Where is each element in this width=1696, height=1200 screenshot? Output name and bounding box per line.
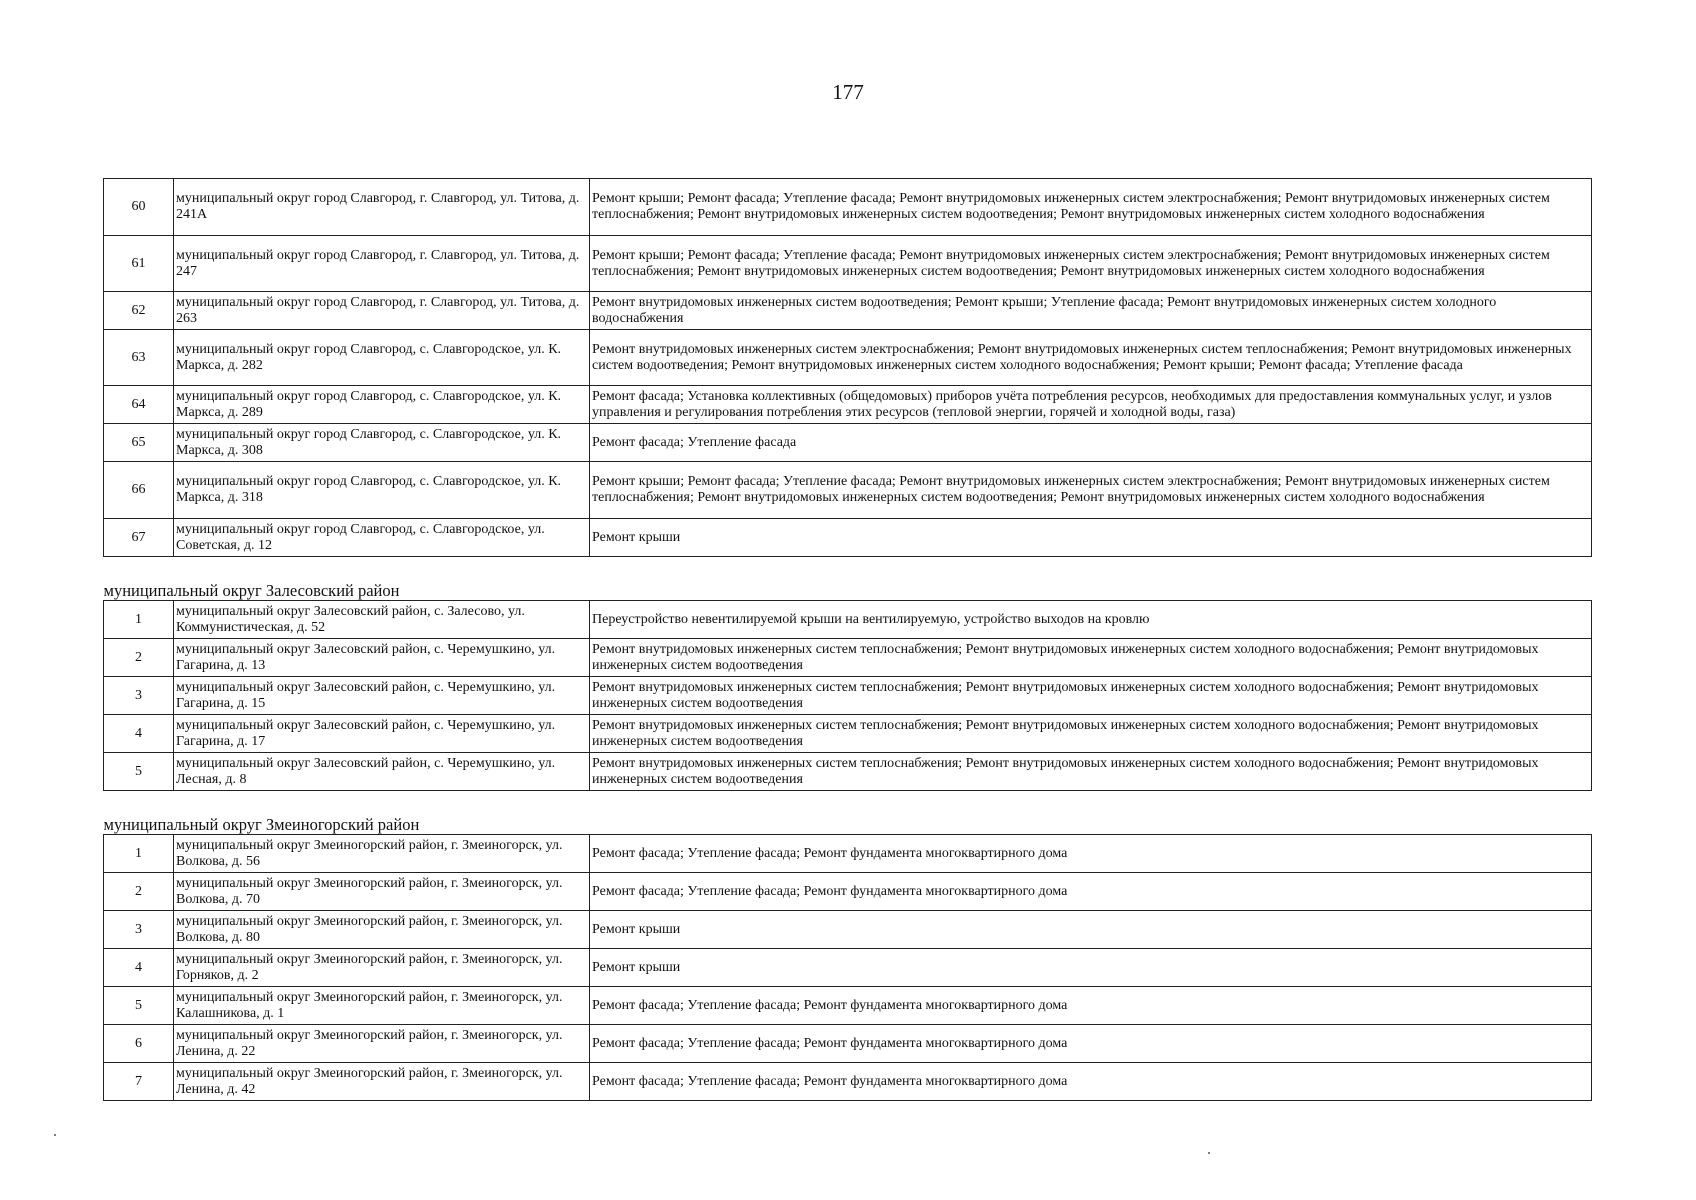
row-works: Ремонт фасада; Утепление фасада; Ремонт фундамента многоквартирного дома	[590, 1025, 1592, 1063]
table-row	[104, 292, 1592, 330]
section-title-zmeinogorsk: муниципальный округ Змеиногорский район	[104, 791, 1592, 835]
row-number: 61	[104, 236, 174, 292]
scan-speck	[54, 1134, 56, 1136]
row-address: муниципальный округ Змеиногорский район, г. Змеиногорск, ул. Калашникова, д. 1	[174, 987, 590, 1025]
row-works: Ремонт крыши	[590, 519, 1592, 557]
table-row	[104, 462, 1592, 519]
row-address: муниципальный округ Змеиногорский район, г. Змеиногорск, ул. Горняков, д. 2	[174, 949, 590, 987]
table-row	[104, 1063, 1592, 1101]
table-row	[104, 835, 1592, 873]
row-works: Переустройство невентилируемой крыши на вентилируемую, устройство выходов на кровлю	[590, 601, 1592, 639]
row-number: 66	[104, 462, 174, 519]
table-row	[104, 179, 1592, 236]
table-row	[104, 519, 1592, 557]
section-row	[104, 791, 1592, 835]
row-address: муниципальный округ город Славгород, г. Славгород, ул. Титова, д. 247	[174, 236, 590, 292]
row-address: муниципальный округ город Славгород, с. Славгородское, ул. К. Маркса, д. 282	[174, 330, 590, 386]
row-works: Ремонт внутридомовых инженерных систем водоотведения; Ремонт крыши; Утепление фасада; Ремонт внутридомовых инженерных систем холодного водоснабжения	[590, 292, 1592, 330]
section-row	[104, 557, 1592, 601]
row-address: муниципальный округ Змеиногорский район, г. Змеиногорск, ул. Ленина, д. 22	[174, 1025, 590, 1063]
table-row	[104, 753, 1592, 791]
row-address: муниципальный округ Залесовский район, с. Черемушкино, ул. Гагарина, д. 13	[174, 639, 590, 677]
row-works: Ремонт крыши; Ремонт фасада; Утепление фасада; Ремонт внутридомовых инженерных систем электроснабжения; Ремонт внутридомовых инженерных систем теплоснабжения; Ремонт внутридомовых инженерных систем водоотведения; Ремонт внутридомовых инженерных систем холодного водоснабжения	[590, 236, 1592, 292]
row-works: Ремонт внутридомовых инженерных систем теплоснабжения; Ремонт внутридомовых инженерных систем холодного водоснабжения; Ремонт внутридомовых инженерных систем водоотведения	[590, 715, 1592, 753]
table-row	[104, 949, 1592, 987]
row-number: 6	[104, 1025, 174, 1063]
row-address: муниципальный округ город Славгород, с. Славгородское, ул. К. Маркса, д. 308	[174, 424, 590, 462]
row-address: муниципальный округ город Славгород, с. Славгородское, ул. К. Маркса, д. 289	[174, 386, 590, 424]
row-number: 64	[104, 386, 174, 424]
table-row	[104, 601, 1592, 639]
repair-program-table	[103, 178, 1592, 1101]
row-number: 3	[104, 911, 174, 949]
row-works: Ремонт крыши; Ремонт фасада; Утепление фасада; Ремонт внутридомовых инженерных систем электроснабжения; Ремонт внутридомовых инженерных систем теплоснабжения; Ремонт внутридомовых инженерных систем водоотведения; Ремонт внутридомовых инженерных систем холодного водоснабжения	[590, 462, 1592, 519]
scan-speck	[1208, 1152, 1210, 1154]
section-title-zalesovo: муниципальный округ Залесовский район	[104, 557, 1592, 601]
row-number: 67	[104, 519, 174, 557]
row-address: муниципальный округ Залесовский район, с. Залесово, ул. Коммунистическая, д. 52	[174, 601, 590, 639]
table-row	[104, 1025, 1592, 1063]
row-number: 5	[104, 753, 174, 791]
table-row	[104, 330, 1592, 386]
row-works: Ремонт фасада; Утепление фасада; Ремонт фундамента многоквартирного дома	[590, 1063, 1592, 1101]
table-row	[104, 236, 1592, 292]
row-address: муниципальный округ город Славгород, г. Славгород, ул. Титова, д. 263	[174, 292, 590, 330]
row-address: муниципальный округ Залесовский район, с. Черемушкино, ул. Гагарина, д. 17	[174, 715, 590, 753]
row-works: Ремонт фасада; Утепление фасада	[590, 424, 1592, 462]
row-number: 65	[104, 424, 174, 462]
row-works: Ремонт крыши; Ремонт фасада; Утепление фасада; Ремонт внутридомовых инженерных систем электроснабжения; Ремонт внутридомовых инженерных систем теплоснабжения; Ремонт внутридомовых инженерных систем водоотведения; Ремонт внутридомовых инженерных систем холодного водоснабжения	[590, 179, 1592, 236]
row-address: муниципальный округ Змеиногорский район, г. Змеиногорск, ул. Волкова, д. 56	[174, 835, 590, 873]
row-works: Ремонт крыши	[590, 911, 1592, 949]
table-row	[104, 639, 1592, 677]
row-works: Ремонт фасада; Утепление фасада; Ремонт фундамента многоквартирного дома	[590, 835, 1592, 873]
row-address: муниципальный округ Змеиногорский район, г. Змеиногорск, ул. Волкова, д. 70	[174, 873, 590, 911]
row-address: муниципальный округ Змеиногорский район, г. Змеиногорск, ул. Ленина, д. 42	[174, 1063, 590, 1101]
row-address: муниципальный округ город Славгород, с. Славгородское, ул. К. Маркса, д. 318	[174, 462, 590, 519]
row-number: 5	[104, 987, 174, 1025]
table-row	[104, 911, 1592, 949]
row-address: муниципальный округ Залесовский район, с. Черемушкино, ул. Гагарина, д. 15	[174, 677, 590, 715]
row-number: 2	[104, 873, 174, 911]
table-row	[104, 424, 1592, 462]
row-works: Ремонт фасада; Утепление фасада; Ремонт фундамента многоквартирного дома	[590, 987, 1592, 1025]
row-works: Ремонт крыши	[590, 949, 1592, 987]
row-works: Ремонт фасада; Установка коллективных (общедомовых) приборов учёта потребления ресурсов, необходимых для предоставления коммунальных услуг, и узлов управления и регулирования потребления этих ресурсов (тепловой энергии, горячей и холодной воды, газа)	[590, 386, 1592, 424]
row-number: 1	[104, 601, 174, 639]
table-row	[104, 386, 1592, 424]
row-address: муниципальный округ Залесовский район, с. Черемушкино, ул. Лесная, д. 8	[174, 753, 590, 791]
row-address: муниципальный округ Змеиногорский район, г. Змеиногорск, ул. Волкова, д. 80	[174, 911, 590, 949]
row-works: Ремонт внутридомовых инженерных систем теплоснабжения; Ремонт внутридомовых инженерных систем холодного водоснабжения; Ремонт внутридомовых инженерных систем водоотведения	[590, 753, 1592, 791]
row-number: 1	[104, 835, 174, 873]
table-row	[104, 987, 1592, 1025]
row-number: 62	[104, 292, 174, 330]
page-number: 177	[832, 80, 864, 104]
row-address: муниципальный округ город Славгород, г. Славгород, ул. Титова, д. 241А	[174, 179, 590, 236]
table-row	[104, 873, 1592, 911]
table-row	[104, 677, 1592, 715]
row-works: Ремонт внутридомовых инженерных систем теплоснабжения; Ремонт внутридомовых инженерных систем холодного водоснабжения; Ремонт внутридомовых инженерных систем водоотведения	[590, 677, 1592, 715]
table-row	[104, 715, 1592, 753]
row-works: Ремонт внутридомовых инженерных систем теплоснабжения; Ремонт внутридомовых инженерных систем холодного водоснабжения; Ремонт внутридомовых инженерных систем водоотведения	[590, 639, 1592, 677]
row-number: 2	[104, 639, 174, 677]
row-number: 4	[104, 949, 174, 987]
row-number: 3	[104, 677, 174, 715]
row-works: Ремонт фасада; Утепление фасада; Ремонт фундамента многоквартирного дома	[590, 873, 1592, 911]
row-number: 7	[104, 1063, 174, 1101]
row-works: Ремонт внутридомовых инженерных систем электроснабжения; Ремонт внутридомовых инженерных систем теплоснабжения; Ремонт внутридомовых инженерных систем водоотведения; Ремонт внутридомовых инженерных систем холодного водоснабжения; Ремонт крыши; Ремонт фасада; Утепление фасада	[590, 330, 1592, 386]
row-address: муниципальный округ город Славгород, с. Славгородское, ул. Советская, д. 12	[174, 519, 590, 557]
row-number: 63	[104, 330, 174, 386]
row-number: 4	[104, 715, 174, 753]
row-number: 60	[104, 179, 174, 236]
